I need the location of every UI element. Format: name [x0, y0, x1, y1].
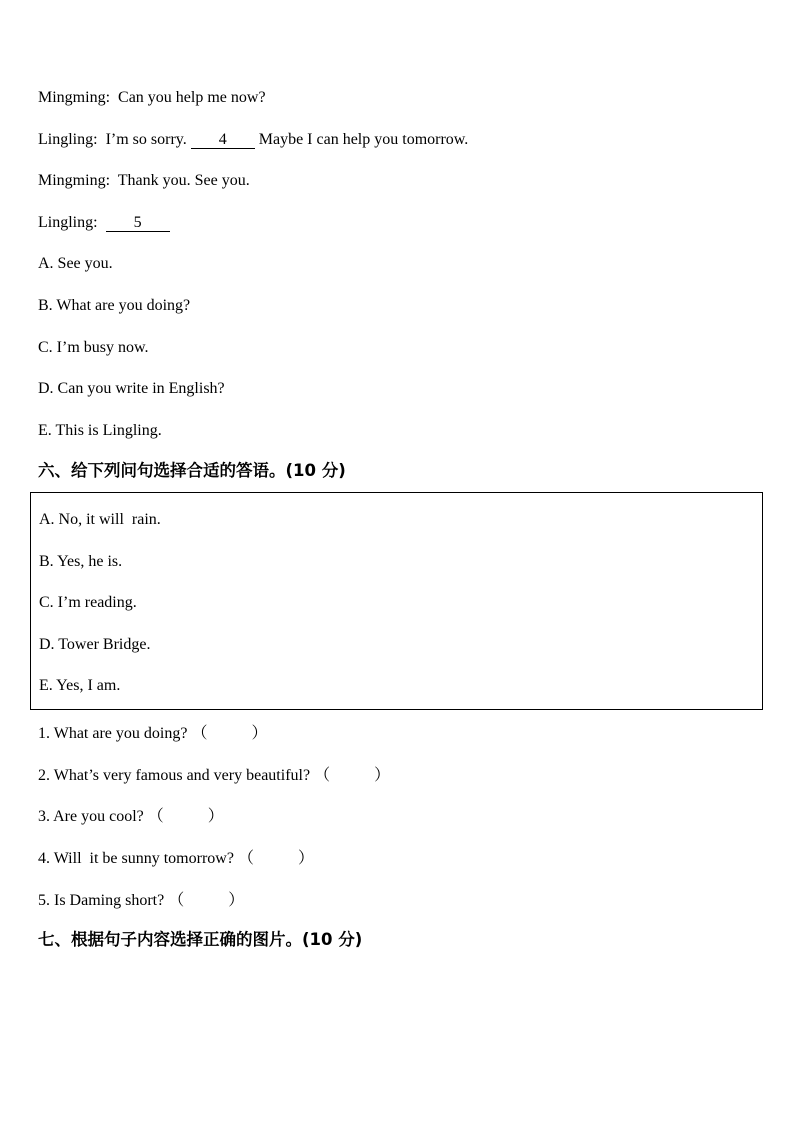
question-5: [38, 891, 244, 911]
dialogue-line-3: [38, 171, 250, 191]
answer-blank-4: 4: [191, 131, 255, 149]
paren-close: ）: [228, 892, 245, 909]
section-7-title: [38, 929, 362, 951]
dialogue-text: Can you help me now?: [118, 89, 266, 106]
speaker: Lingling:: [38, 131, 98, 148]
question-2: [38, 766, 390, 786]
answer-d: D. Tower Bridge.: [39, 636, 151, 653]
paren-close: ）: [251, 725, 268, 742]
option-e: E. This is Lingling.: [38, 422, 162, 439]
speaker: Mingming:: [38, 172, 111, 189]
question-text: 2. What’s very famous and very beautiful?: [38, 767, 311, 784]
paren-open: （: [314, 767, 331, 784]
option-b: B. What are you doing?: [38, 297, 191, 314]
question-text: 3. Are you cool?: [38, 808, 144, 825]
paren-open: （: [147, 808, 164, 825]
paren-open: （: [168, 892, 185, 909]
dialogue-line-1: [38, 88, 266, 108]
dialogue-line-2: [38, 130, 468, 150]
question-1: [38, 724, 267, 744]
paren-close: ）: [207, 808, 224, 825]
question-text: 4. Will it be sunny tomorrow?: [38, 850, 234, 867]
answer-c: C. I’m reading.: [39, 594, 137, 611]
answer-a: A. No, it will rain.: [39, 511, 161, 528]
answer-b: B. Yes, he is.: [39, 553, 123, 570]
answer-blank-5: 5: [106, 214, 170, 232]
speaker: Lingling:: [38, 214, 98, 231]
speaker: Mingming:: [38, 89, 111, 106]
option-c: C. I’m busy now.: [38, 339, 149, 356]
answer-box: [30, 492, 763, 710]
option-a: A. See you.: [38, 255, 113, 272]
section-6-title: [38, 460, 346, 482]
paren-close: ）: [297, 850, 314, 867]
question-4: [38, 849, 314, 869]
dialogue-text: Thank you. See you.: [117, 172, 250, 189]
answer-e: E. Yes, I am.: [39, 677, 121, 694]
paren-open: （: [237, 850, 254, 867]
question-text: 1. What are you doing?: [38, 725, 188, 742]
question-text: 5. Is Daming short?: [38, 892, 165, 909]
dialogue-line-4: [38, 213, 170, 233]
section-6-title-text: 六、给下列问句选择合适的答语。(10 分): [38, 461, 346, 480]
option-d: D. Can you write in English?: [38, 380, 225, 397]
dialogue-text: Maybe I can help you tomorrow.: [258, 131, 469, 148]
section-7-title-text: 七、根据句子内容选择正确的图片。(10 分): [38, 930, 363, 949]
dialogue-text: I’m so sorry.: [105, 131, 187, 148]
paren-close: ）: [374, 767, 391, 784]
question-3: [38, 807, 224, 827]
paren-open: （: [191, 725, 208, 742]
